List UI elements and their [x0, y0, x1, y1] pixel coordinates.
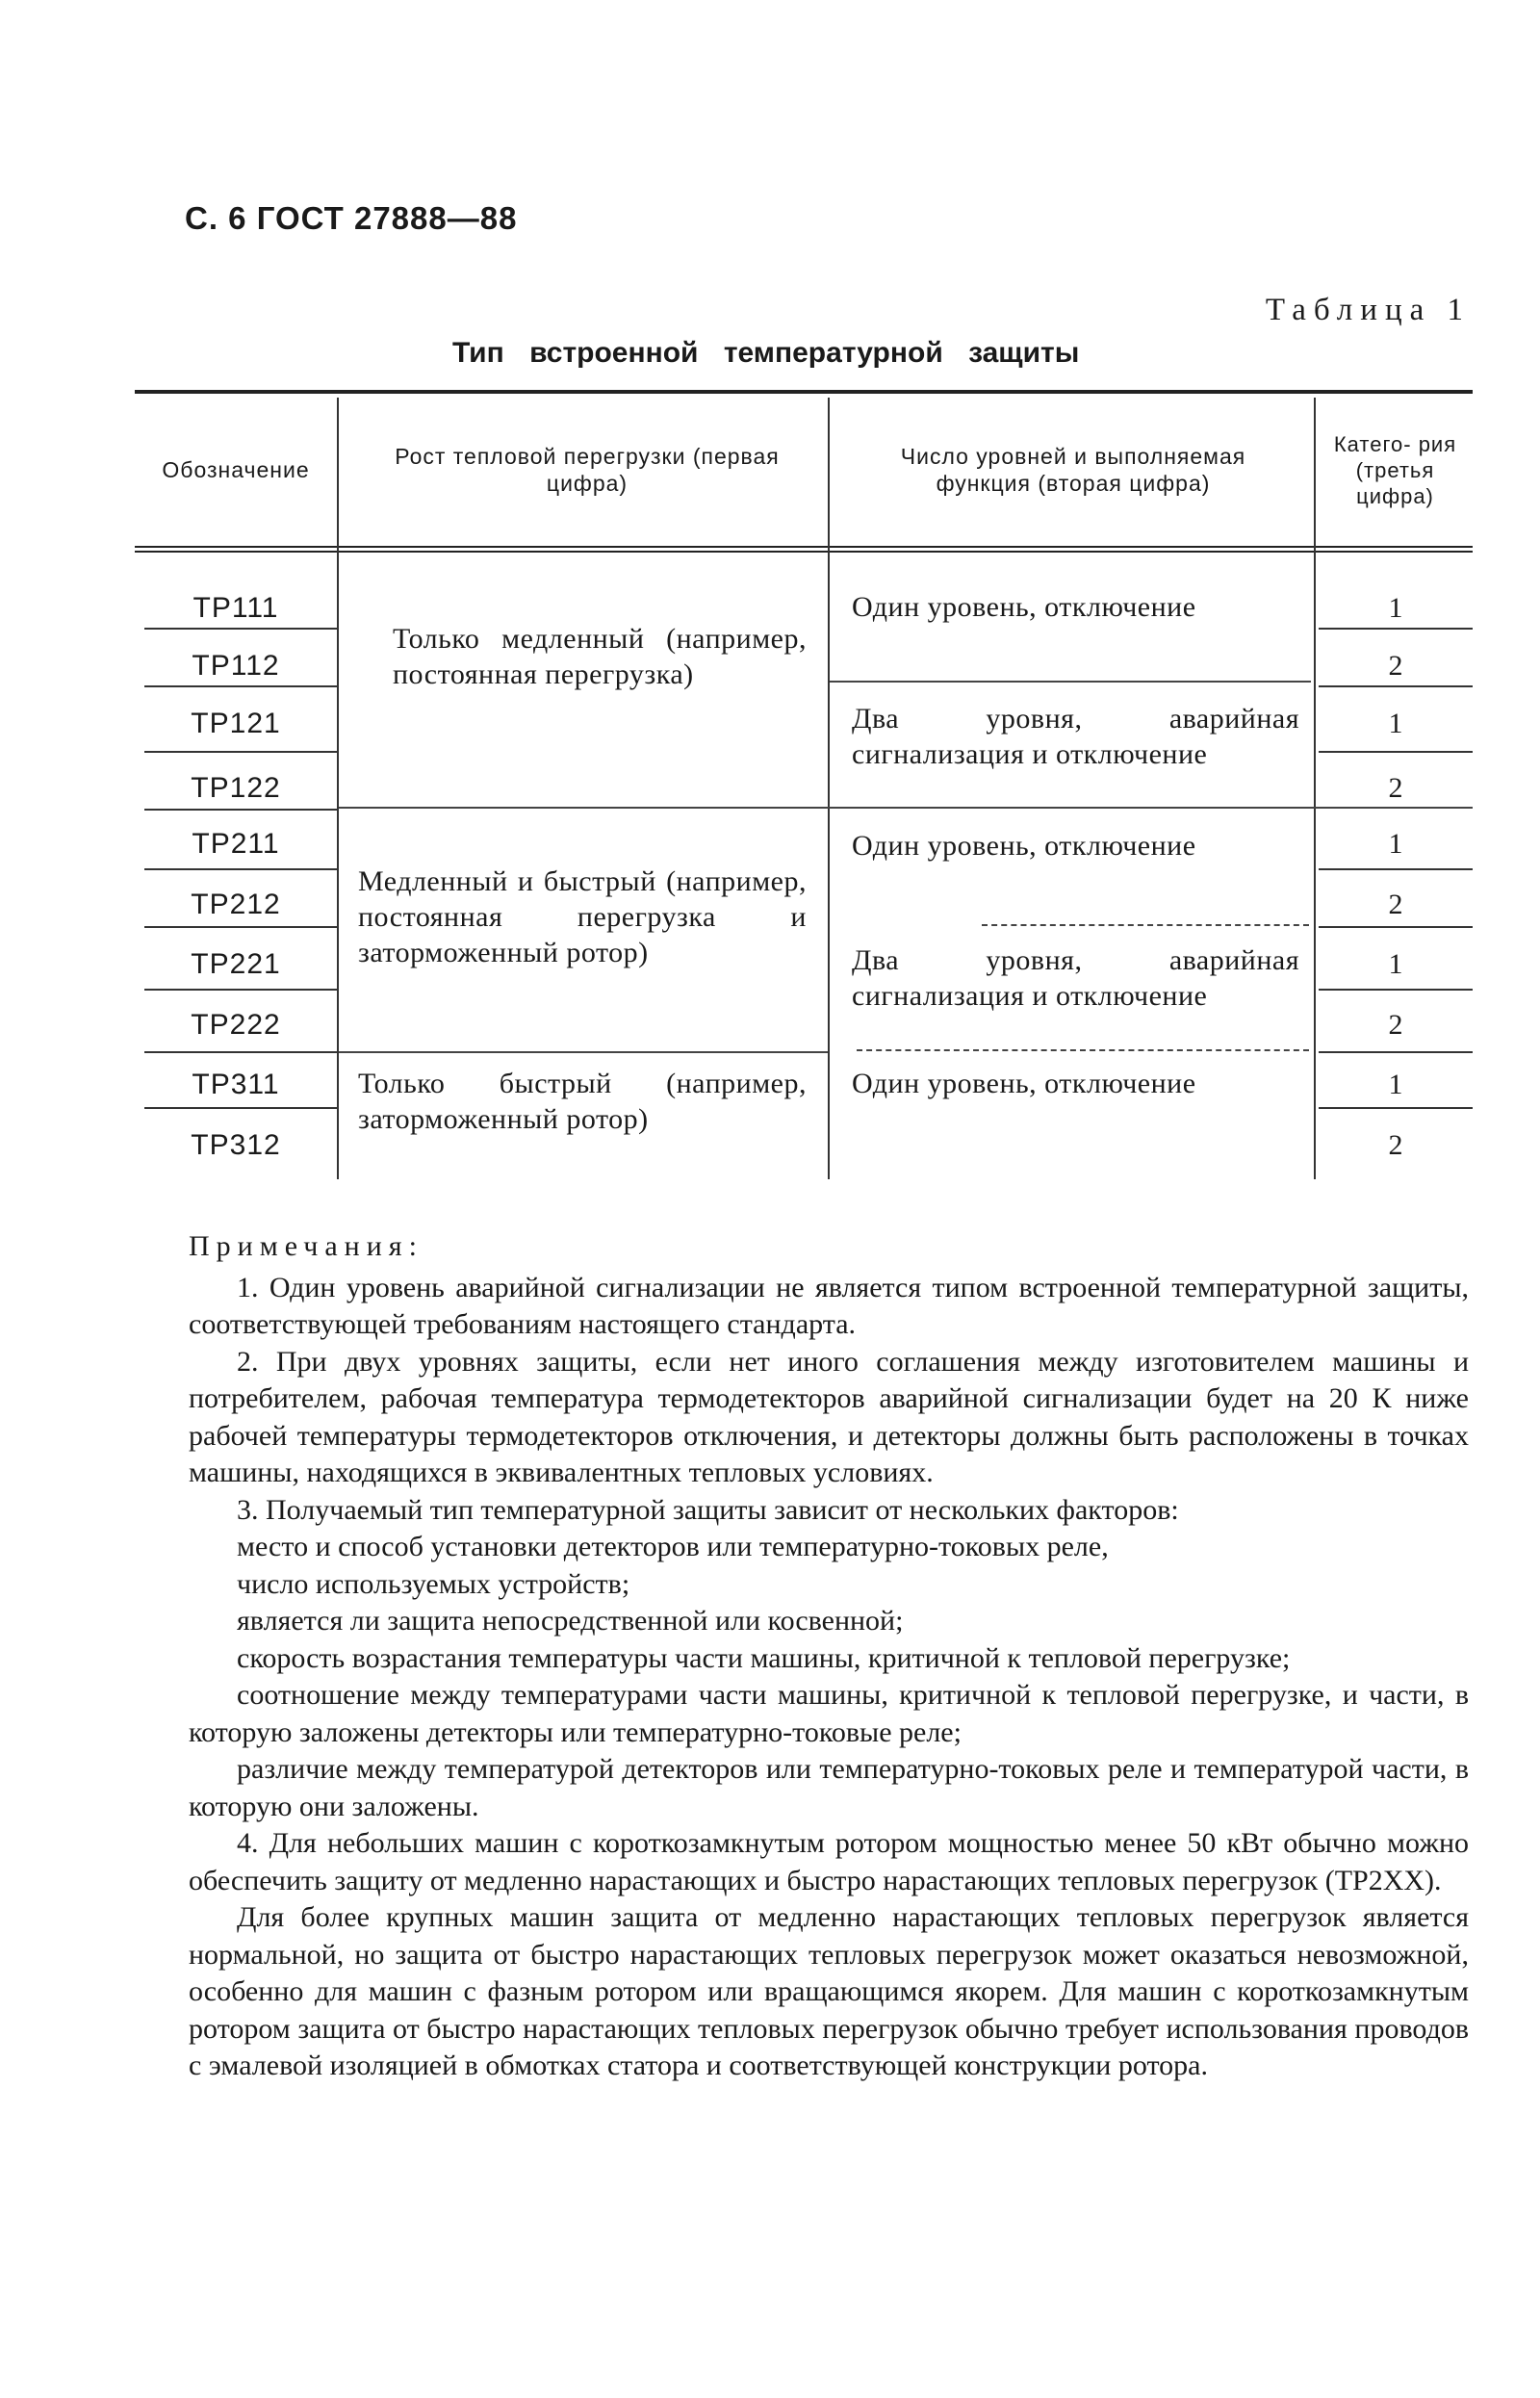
code-cell: ТР122 — [191, 772, 281, 804]
note-4: 4. Для небольших машин с короткозамкнутым ротором мощностью менее 50 кВт обычно можно обеспечить защиту от медленно нарастающих и быстро нарастающих тепловых перегрузок (ТР2ХХ). — [189, 1827, 1469, 1896]
code-rule — [144, 751, 337, 753]
col-rule-1 — [337, 398, 339, 1179]
category-cell: 2 — [1388, 772, 1403, 804]
table-top-rule — [135, 390, 1473, 394]
code-cell: ТР222 — [191, 1009, 281, 1041]
factor-item: место и способ установки детекторов или температурно-токовых реле, — [237, 1531, 1109, 1562]
category-cell: 1 — [1388, 708, 1403, 739]
note-3: 3. Получаемый тип температурной защиты зависит от нескольких факторов: — [237, 1493, 1179, 1526]
code-cell: ТР212 — [191, 889, 281, 920]
code-rule — [144, 1107, 337, 1109]
code-cell: ТР112 — [192, 650, 280, 682]
function-cell: Один уровень, отключение — [852, 830, 1196, 862]
category-cell: 2 — [1388, 1009, 1403, 1041]
code-cell: ТР121 — [191, 708, 281, 739]
category-cell: 1 — [1388, 1069, 1403, 1100]
category-rule — [1319, 628, 1473, 630]
col-rule-2 — [828, 398, 830, 1179]
note-1: 1. Один уровень аварийной сигнализации не является типом встроенной температурной защиты, соответствующей требованиям настоящего стандарта. — [189, 1271, 1469, 1340]
growth-cell: Только быстрый (например, заторможенный ротор) — [358, 1068, 807, 1135]
header-rule — [135, 546, 1473, 548]
header-rule-2 — [135, 551, 1473, 553]
category-cell: 2 — [1388, 1129, 1403, 1161]
header-levels: Число уровней и выполняемая функция (вторая цифра) — [900, 444, 1246, 496]
sub-rule — [982, 924, 1309, 926]
table-label: Таблица 1 — [1265, 293, 1471, 327]
function-cell: Один уровень, отключение — [852, 591, 1196, 623]
code-rule — [144, 868, 337, 870]
code-rule — [144, 685, 337, 687]
note-5: Для более крупных машин защита от медленно нарастающих тепловых перегрузок является нормальной, но защита от быстро нарастающих тепловых перегрузок может оказаться невозможной, особенно для машин с фазным ротором или вращающимся якорем. Для машин с короткозамкнутым ротором защита от быстро нарастающих тепловых перегрузок обычно требует использования проводов с эмалевой изоляцией в обмотках статора и соответствующей конструкции ротора. — [189, 1901, 1469, 2081]
category-rule — [1319, 685, 1473, 687]
category-cell: 2 — [1388, 650, 1403, 682]
sub-rule — [830, 681, 1311, 683]
category-cell: 1 — [1388, 592, 1403, 624]
category-rule — [1319, 1051, 1473, 1053]
code-cell: ТР211 — [192, 828, 280, 860]
group-rule — [339, 807, 1473, 809]
category-cell: 2 — [1388, 889, 1403, 920]
growth-cell: Медленный и быстрый (например, постоянная перегрузка и заторможенный ротор) — [358, 865, 807, 968]
category-rule — [1319, 751, 1473, 753]
notes-section — [189, 1228, 1469, 2085]
factor-item: является ли защита непосредственной или косвенной; — [237, 1605, 904, 1637]
col-rule-3 — [1314, 398, 1316, 1179]
category-cell: 1 — [1388, 828, 1403, 860]
table-title: Тип встроенной температурной защиты — [452, 337, 1080, 369]
factor-item: скорость возрастания температуры части машины, критичной к тепловой перегрузке; — [237, 1641, 1291, 1674]
notes-title: Примечания: — [189, 1230, 424, 1262]
growth-cell: Только медленный (например, постоянная перегрузка) — [393, 623, 807, 690]
code-rule — [144, 989, 337, 991]
function-cell: Два уровня, аварийная сигнализация и отключение — [852, 703, 1299, 770]
sub-rule — [857, 1049, 1309, 1051]
code-cell: ТР221 — [191, 948, 281, 980]
factor-item: число используемых устройств; — [237, 1567, 630, 1600]
category-rule — [1319, 868, 1473, 870]
header-growth: Рост тепловой перегрузки (первая цифра) — [395, 444, 780, 496]
function-cell: Два уровня, аварийная сигнализация и отключение — [852, 944, 1299, 1012]
header-designation: Обозначение — [162, 457, 310, 482]
header-category: Катего- рия (третья цифра) — [1333, 431, 1457, 508]
category-cell: 1 — [1388, 948, 1403, 980]
group-rule — [339, 1051, 828, 1053]
code-rule — [144, 628, 337, 630]
page-header: С. 6 ГОСТ 27888—88 — [185, 200, 518, 236]
code-cell: ТР311 — [192, 1069, 280, 1100]
category-rule — [1319, 1107, 1473, 1109]
code-rule — [144, 926, 337, 928]
function-cell: Один уровень, отключение — [852, 1068, 1196, 1099]
code-rule — [144, 809, 337, 811]
note-2: 2. При двух уровнях защиты, если нет иного соглашения между изготовителем машины и потребителем, рабочая температура термодетекторов аварийной сигнализации будет на 20 К ниже рабочей температуры термодетекторов отключения, и детекторы должны быть расположены в точках машины, находящихся в эквивалентных тепловых условиях. — [189, 1345, 1469, 1488]
factor-item: соотношение между температурами части машины, критичной к тепловой перегрузке, и части, в которую заложены детекторы или температурно-токовые реле; — [189, 1679, 1469, 1748]
category-rule — [1319, 926, 1473, 928]
protection-type-table — [135, 390, 1473, 1179]
code-rule — [144, 1051, 337, 1053]
factor-item: различие между температурой детекторов или температурно-токовых реле и температурой части, в которую они заложены. — [189, 1753, 1469, 1822]
code-cell: ТР312 — [191, 1129, 281, 1161]
code-cell: ТР111 — [192, 592, 279, 624]
category-rule — [1319, 989, 1473, 991]
